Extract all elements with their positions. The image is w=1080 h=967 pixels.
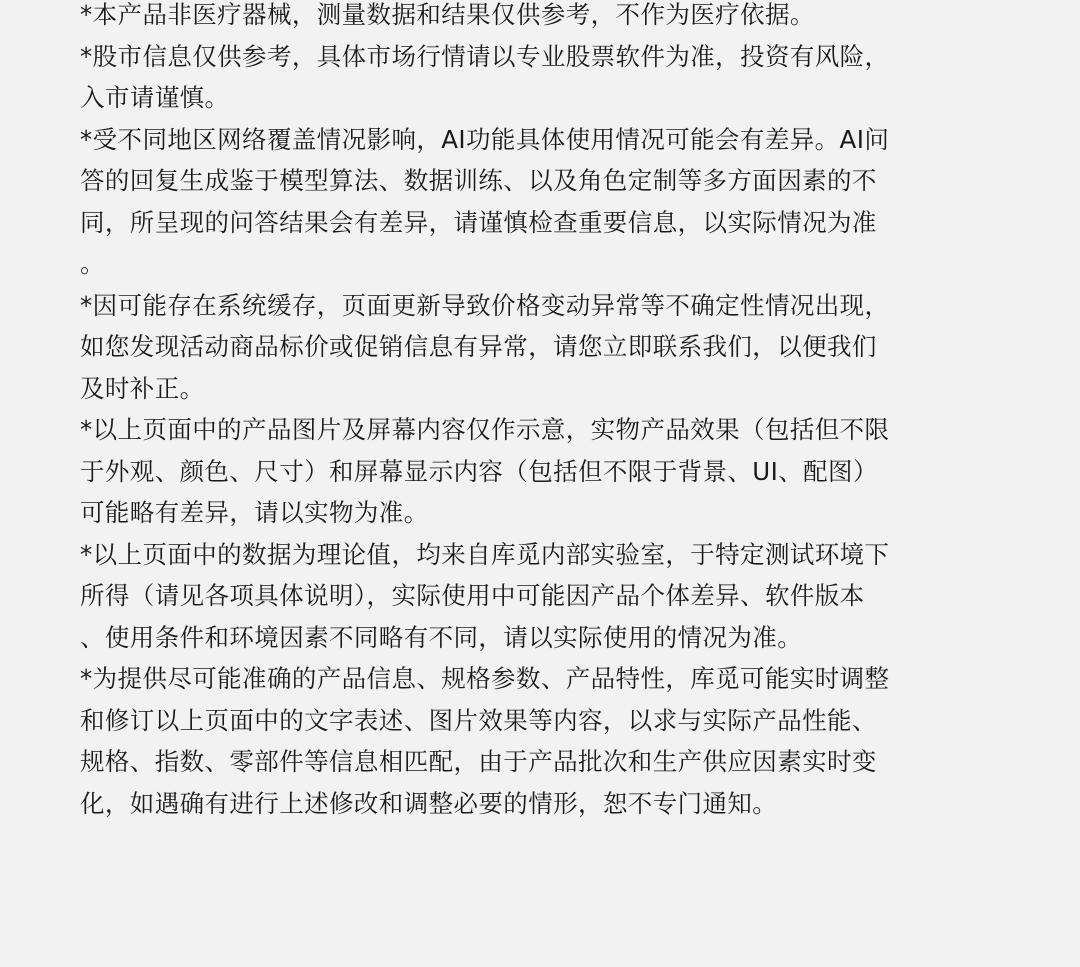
disclaimer-line: 可能略有差异，请以实物为准。	[80, 498, 429, 527]
disclaimer-line: *股市信息仅供参考，具体市场行情请以专业股票软件为准，投资有风险，	[80, 41, 890, 71]
disclaimer-line: *因可能存在系统缓存，页面更新导致价格变动异常等不确定性情况出现，	[80, 290, 890, 320]
disclaimer-line: 于外观、颜色、尺寸）和屏幕显示内容（包括但不限于背景、UI、配图）	[80, 456, 878, 486]
disclaimer-line: 如您发现活动商品标价或促销信息有异常，请您立即联系我们，以便我们	[80, 332, 877, 361]
disclaimer-line: *以上页面中的数据为理论值，均来自库觅内部实验室，于特定测试环境下	[80, 539, 890, 569]
disclaimer-line: *本产品非医疗器械，测量数据和结果仅供参考，不作为医疗依据。	[80, 0, 815, 29]
disclaimer-line: *为提供尽可能准确的产品信息、规格参数、产品特性，库觅可能实时调整	[80, 664, 890, 693]
disclaimer-line: 入市请谨慎。	[80, 83, 230, 112]
disclaimer-line: 和修订以上页面中的文字表述、图片效果等内容，以求与实际产品性能、	[80, 705, 877, 735]
disclaimer-line: 、使用条件和环境因素不同略有不同，请以实际使用的情况为准。	[80, 622, 803, 652]
disclaimer-text	[80, 0, 1002, 824]
disclaimer-line: *以上页面中的产品图片及屏幕内容仅作示意，实物产品效果（包括但不限	[80, 415, 890, 444]
disclaimer-line: 同，所呈现的问答结果会有差异，请谨慎检查重要信息，以实际情况为准	[80, 207, 877, 237]
disclaimer-line: 所得（请见各项具体说明），实际使用中可能因产品个体差异、软件版本	[80, 581, 865, 610]
disclaimer-line: *受不同地区网络覆盖情况影响，AI功能具体使用情况可能会有差异。AI问	[80, 124, 890, 154]
disclaimer-line: 及时补正。	[80, 373, 205, 403]
disclaimer-line: 化，如遇确有进行上述修改和调整必要的情形，恕不专门通知。	[80, 788, 778, 818]
disclaimer-line: 。	[80, 249, 105, 278]
disclaimer-line: 答的回复生成鉴于模型算法、数据训练、以及角色定制等多方面因素的不	[80, 166, 877, 195]
disclaimer-line: 规格、指数、零部件等信息相匹配，由于产品批次和生产供应因素实时变	[80, 747, 877, 776]
